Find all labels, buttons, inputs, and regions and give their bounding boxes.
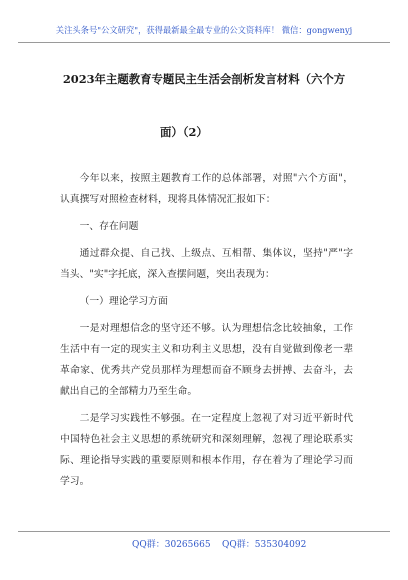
document-title-line-1: 2023年主题教育专题民主生活会剖析发言材料（六个方 — [62, 72, 346, 86]
intro-paragraph: 今年以来，按照主题教育工作的总体部署，对照"六个方面"，认真撰写对照检查材料，现将具体情况汇报如下： — [60, 173, 353, 205]
qq-group-1: QQ群：30265665 — [132, 540, 211, 550]
subsection-heading: （一）理论学习方面 — [79, 296, 168, 307]
document-body — [60, 168, 353, 492]
document-title-line-2: 面）（2） — [160, 125, 208, 139]
footer-divider — [18, 531, 390, 532]
header-note: 关注头条号"公文研究"，获得最新最全最专业的公文资料库！ 微信：gongwenyj — [55, 25, 353, 35]
header-divider — [18, 42, 390, 43]
point-two-paragraph: 二是学习实践性不够强。在一定程度上忽视了对习近平新时代中国特色社会主义思想的系统研究和深刻理解，忽视了理论联系实际、理论指导实践的重要原则和根本作用，存在着为了理论学习而学习。 — [60, 413, 353, 487]
point-one-paragraph: 一是对理想信念的坚守还不够。认为理想信念比较抽象，工作生活中有一定的现实主义和功利主义思想，没有自觉做到像老一辈革命家、优秀共产党员那样为理想而奋不顾身去拼搏、去奋斗，去献出自己的全部精力乃至生命。 — [60, 323, 353, 397]
problems-paragraph: 通过群众提、自己找、上级点、互相帮、集体议，坚持"严"字当头、"实"字托底，深入查摆问题，突出表现为： — [60, 248, 353, 280]
qq-group-2: QQ群：535304092 — [222, 540, 307, 550]
section-heading: 一、存在问题 — [79, 221, 139, 232]
